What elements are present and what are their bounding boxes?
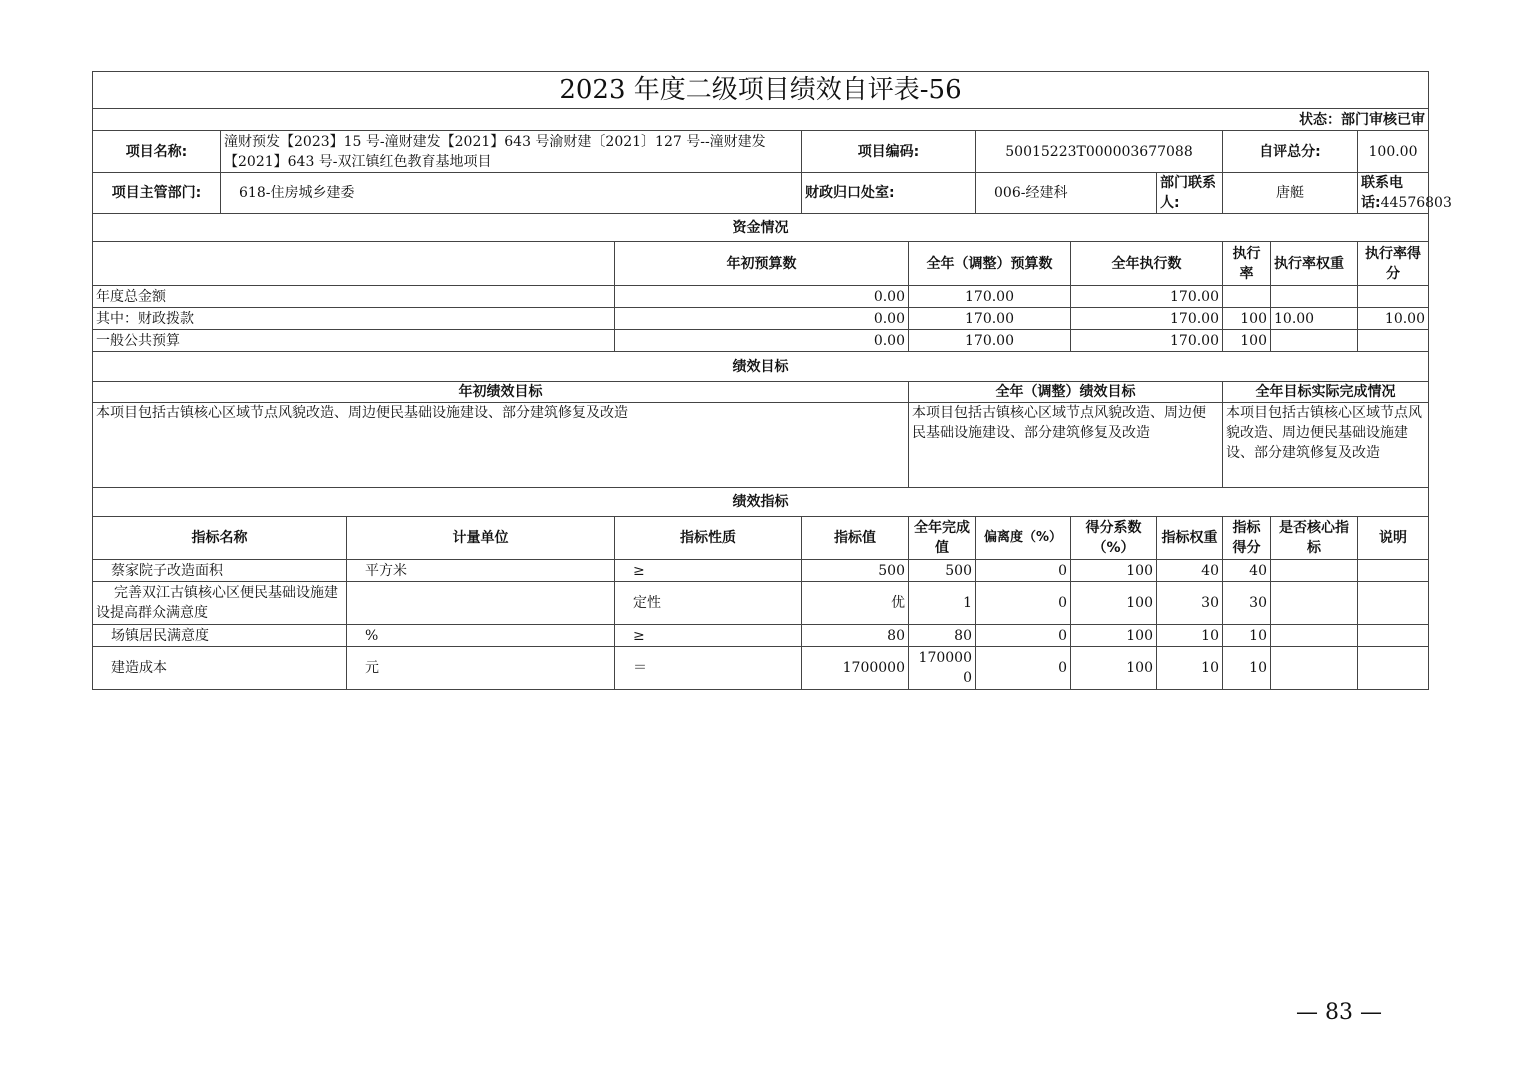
ind-row-nature: 定性 xyxy=(615,582,802,625)
ind-col-coef: 得分系数（%） xyxy=(1071,517,1157,560)
ind-col-dev: 偏离度（%） xyxy=(976,517,1071,560)
ind-col-weight: 指标权重 xyxy=(1157,517,1223,560)
ind-row-nature: ≥ xyxy=(615,625,802,647)
ind-row-unit: 元 xyxy=(347,647,615,690)
funds-header-blank xyxy=(93,242,615,286)
ind-row-score: 40 xyxy=(1223,560,1271,582)
funds-col-rate: 执行率 xyxy=(1223,242,1271,286)
funds-row-rate xyxy=(1223,286,1271,308)
ind-row-value: 优 xyxy=(802,582,909,625)
ind-row-name-text: 完善双江古镇核心区便民基础设施建设提高群众满意度 xyxy=(96,585,338,621)
dept: 618-住房城乡建委 xyxy=(221,173,802,214)
funds-row-rate: 100 xyxy=(1223,308,1271,330)
funds-row-executed: 170.00 xyxy=(1071,286,1223,308)
ind-row-coef: 100 xyxy=(1071,582,1157,625)
evaluation-table xyxy=(92,71,1452,690)
evaluation-sheet xyxy=(92,71,1452,690)
funds-row-adjusted: 170.00 xyxy=(909,330,1071,352)
funds-col-weight: 执行率权重 xyxy=(1271,242,1358,286)
ind-row-weight: 40 xyxy=(1157,560,1223,582)
funds-col-score: 执行率得分 xyxy=(1358,242,1429,286)
score-total-label: 自评总分: xyxy=(1223,131,1358,173)
project-code-label: 项目编码: xyxy=(802,131,976,173)
ind-row-done: 80 xyxy=(909,625,976,647)
ind-col-unit: 计量单位 xyxy=(347,517,615,560)
ind-row-done: 500 xyxy=(909,560,976,582)
funds-row xyxy=(93,286,1429,308)
ind-row-name: 场镇居民满意度 xyxy=(93,625,347,647)
ind-row-core xyxy=(1271,625,1358,647)
ind-row-note xyxy=(1358,560,1429,582)
page-title: 2023 年度二级项目绩效自评表-56 xyxy=(93,72,1429,109)
score-total: 100.00 xyxy=(1358,131,1429,173)
indicator-row xyxy=(93,625,1429,647)
goals-col-actual: 全年目标实际完成情况 xyxy=(1223,382,1429,403)
funds-row xyxy=(93,330,1429,352)
contact: 唐艇 xyxy=(1223,173,1358,214)
goals-adjusted: 本项目包括古镇核心区域节点风貌改造、周边便民基础设施建设、部分建筑修复及改造 xyxy=(909,403,1223,488)
project-name: 潼财预发【2023】15 号-潼财建发【2021】643 号渝财建〔2021〕127 号--潼财建发【2021】643 号-双江镇红色教育基地项目 xyxy=(221,131,802,173)
ind-row-nature: ≥ xyxy=(615,560,802,582)
funds-row-name: 其中：财政拨款 xyxy=(93,308,615,330)
status-text: 状态：部门审核已审 xyxy=(93,109,1429,131)
ind-row-weight: 10 xyxy=(1157,647,1223,690)
ind-row-note xyxy=(1358,647,1429,690)
dept-label: 项目主管部门: xyxy=(93,173,221,214)
funds-col-executed: 全年执行数 xyxy=(1071,242,1223,286)
ind-row-done: 1700000 xyxy=(909,647,976,690)
finance-office-label: 财政归口处室: xyxy=(802,173,976,214)
funds-row xyxy=(93,308,1429,330)
funds-row-adjusted: 170.00 xyxy=(909,308,1071,330)
funds-row-score xyxy=(1358,286,1429,308)
ind-col-done: 全年完成值 xyxy=(909,517,976,560)
ind-col-note: 说明 xyxy=(1358,517,1429,560)
ind-row-coef: 100 xyxy=(1071,625,1157,647)
ind-row-nature: ＝ xyxy=(615,647,802,690)
funds-col-adjusted: 全年（调整）预算数 xyxy=(909,242,1071,286)
funds-row-initial: 0.00 xyxy=(615,286,909,308)
funds-row-score xyxy=(1358,330,1429,352)
project-name-label: 项目名称: xyxy=(93,131,221,173)
ind-row-value: 80 xyxy=(802,625,909,647)
ind-row-unit xyxy=(347,582,615,625)
phone-label: 联系电话: xyxy=(1361,175,1403,211)
ind-row-core xyxy=(1271,560,1358,582)
ind-row-name: 建造成本 xyxy=(93,647,347,690)
phone xyxy=(1358,173,1452,214)
funds-section-title: 资金情况 xyxy=(93,214,1429,242)
ind-row-note xyxy=(1358,582,1429,625)
funds-row-adjusted: 170.00 xyxy=(909,286,1071,308)
goals-actual: 本项目包括古镇核心区域节点风貌改造、周边便民基础设施建设、部分建筑修复及改造 xyxy=(1223,403,1429,488)
project-code: 50015223T000003677088 xyxy=(976,131,1223,173)
funds-row-weight xyxy=(1271,330,1358,352)
ind-row-core xyxy=(1271,647,1358,690)
ind-col-value: 指标值 xyxy=(802,517,909,560)
ind-col-name: 指标名称 xyxy=(93,517,347,560)
goals-col-adjusted: 全年（调整）绩效目标 xyxy=(909,382,1223,403)
funds-row-weight xyxy=(1271,286,1358,308)
funds-row-rate: 100 xyxy=(1223,330,1271,352)
ind-row-value: 1700000 xyxy=(802,647,909,690)
ind-row-coef: 100 xyxy=(1071,647,1157,690)
funds-col-initial: 年初预算数 xyxy=(615,242,909,286)
funds-row-name: 一般公共预算 xyxy=(93,330,615,352)
funds-row-executed: 170.00 xyxy=(1071,308,1223,330)
goals-col-initial: 年初绩效目标 xyxy=(93,382,909,403)
ind-row-name: 蔡家院子改造面积 xyxy=(93,560,347,582)
ind-row-weight: 10 xyxy=(1157,625,1223,647)
ind-row-weight: 30 xyxy=(1157,582,1223,625)
ind-col-nature: 指标性质 xyxy=(615,517,802,560)
funds-row-initial: 0.00 xyxy=(615,308,909,330)
goals-initial: 本项目包括古镇核心区域节点风貌改造、周边便民基础设施建设、部分建筑修复及改造 xyxy=(93,403,909,488)
ind-row-unit: % xyxy=(347,625,615,647)
ind-row-score: 10 xyxy=(1223,625,1271,647)
ind-col-score: 指标得分 xyxy=(1223,517,1271,560)
indicator-row xyxy=(93,582,1429,625)
ind-row-score: 10 xyxy=(1223,647,1271,690)
ind-row-done: 1 xyxy=(909,582,976,625)
ind-row-note xyxy=(1358,625,1429,647)
contact-label: 部门联系人: xyxy=(1157,173,1223,214)
ind-row-dev: 0 xyxy=(976,582,1071,625)
ind-row-coef: 100 xyxy=(1071,560,1157,582)
funds-row-weight: 10.00 xyxy=(1271,308,1358,330)
goals-section-title: 绩效目标 xyxy=(93,352,1429,382)
page-number: — 83 — xyxy=(1296,1000,1382,1025)
finance-office: 006-经建科 xyxy=(976,173,1157,214)
ind-row-score: 30 xyxy=(1223,582,1271,625)
ind-row-core xyxy=(1271,582,1358,625)
ind-row-dev: 0 xyxy=(976,625,1071,647)
ind-row-unit: 平方米 xyxy=(347,560,615,582)
funds-row-executed: 170.00 xyxy=(1071,330,1223,352)
ind-col-core: 是否核心指标 xyxy=(1271,517,1358,560)
indicators-section-title: 绩效指标 xyxy=(93,488,1429,517)
ind-row-dev: 0 xyxy=(976,560,1071,582)
indicator-row xyxy=(93,647,1429,690)
funds-row-initial: 0.00 xyxy=(615,330,909,352)
ind-row-dev: 0 xyxy=(976,647,1071,690)
ind-row-name xyxy=(93,582,347,625)
funds-row-name: 年度总金额 xyxy=(93,286,615,308)
ind-row-value: 500 xyxy=(802,560,909,582)
funds-row-score: 10.00 xyxy=(1358,308,1429,330)
phone-value: 44576803 xyxy=(1380,195,1452,211)
indicator-row xyxy=(93,560,1429,582)
